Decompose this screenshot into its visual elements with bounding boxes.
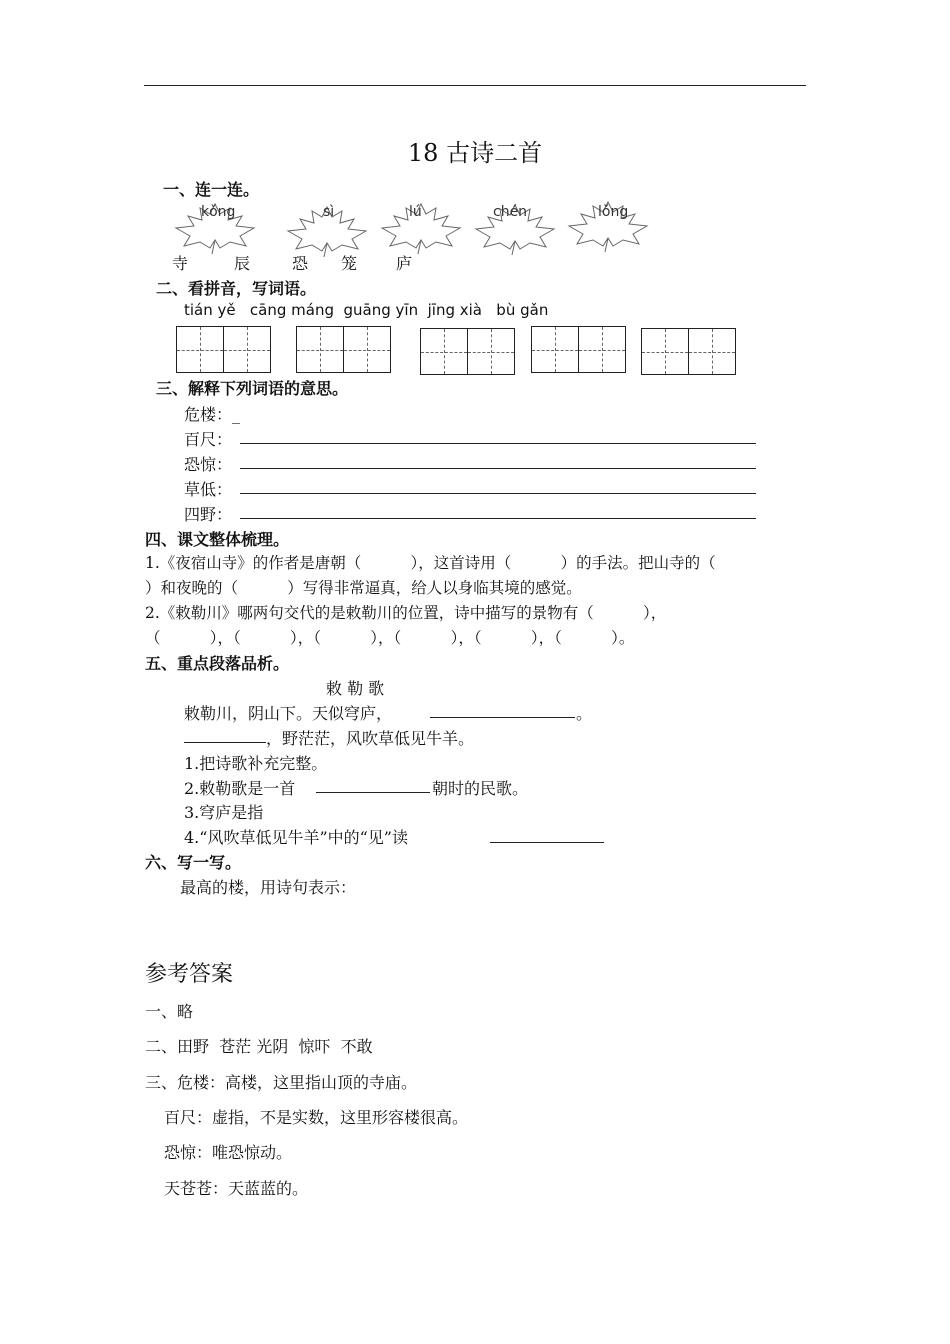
section-2-heading: 二、看拼音，写词语。 — [156, 279, 317, 298]
answer-line-text: 百尺：虚指，不是实数，这里形容楼很高。 — [164, 1108, 469, 1127]
summary-line: 1.《夜宿山寺》的作者是唐朝（ ），这首诗用（ ）的手法。把山寺的（ — [145, 554, 716, 572]
answers-heading: 参考答案 — [145, 962, 234, 987]
match-char: 庐 — [396, 254, 413, 273]
blank-line[interactable] — [430, 717, 575, 718]
poem-line-1-end: 。 — [576, 704, 593, 723]
answer-line[interactable] — [240, 468, 756, 469]
section-4-heading: 四、课文整体梳理。 — [145, 530, 290, 549]
writing-grid[interactable] — [531, 326, 626, 373]
answer-line[interactable] — [240, 493, 756, 494]
question-2: 2.敕勒歌是一首 — [184, 779, 296, 798]
blank-line[interactable] — [184, 742, 266, 743]
section-3-heading: 三、解释下列词语的意思。 — [156, 379, 349, 398]
term-label: 四野： — [184, 505, 233, 524]
page-title: 18 古诗二首 — [407, 139, 543, 167]
answer-line-text: 一、略 — [145, 1002, 194, 1021]
leaf-pinyin: chén — [493, 204, 528, 220]
write-prompt: 最高的楼，用诗句表示： — [180, 878, 357, 897]
match-char: 寺 — [172, 254, 189, 273]
section-1-heading: 一、连一连。 — [163, 180, 260, 199]
answer-line-text: 天苍苍：天蓝蓝的。 — [164, 1179, 309, 1198]
poem-line-1: 敕勒川，阴山下。天似穹庐， — [184, 704, 393, 723]
question-3: 3.穹庐是指 — [184, 803, 264, 822]
match-char: 笼 — [341, 254, 358, 273]
leaf-pinyin: sì — [323, 204, 335, 220]
answer-line-text: 三、危楼：高楼，这里指山顶的寺庙。 — [145, 1073, 418, 1092]
term-label: 恐惊： — [184, 455, 233, 474]
blank-line[interactable] — [316, 792, 430, 793]
match-char: 辰 — [234, 254, 251, 273]
summary-line: （ ），（ ），（ ），（ ），（ ），（ ）。 — [145, 629, 635, 647]
leaf-pinyin: lǒng — [598, 204, 629, 220]
question-4: 4.“风吹草低见牛羊”中的“见”读 — [184, 828, 408, 847]
pinyin-prompts: tián yě cāng máng guāng yīn jīng xià bù gǎn — [184, 301, 549, 319]
section-6-heading: 六、写一写。 — [145, 853, 242, 872]
top-rule — [144, 85, 806, 86]
question-2-end: 朝时的民歌。 — [432, 779, 529, 798]
answer-line[interactable] — [240, 518, 756, 519]
section-5-heading: 五、重点段落品析。 — [145, 654, 290, 673]
summary-line: 2.《敕勒川》哪两句交代的是敕勒川的位置，诗中描写的景物有（ ）， — [145, 604, 667, 622]
writing-grid[interactable] — [296, 326, 391, 373]
poem-title: 敕 勒 歌 — [326, 679, 385, 698]
leaf-pinyin: kǒng — [201, 204, 236, 220]
answer-line[interactable] — [240, 443, 756, 444]
answer-line-text: 恐惊：唯恐惊动。 — [164, 1143, 293, 1162]
writing-grid[interactable] — [420, 328, 515, 375]
match-char: 恐 — [292, 254, 309, 273]
poem-line-2: ，野茫茫，风吹草低见牛羊。 — [266, 729, 475, 748]
term-label: 草低： — [184, 480, 233, 499]
leaf-pinyin: lú — [409, 204, 422, 220]
summary-line: ）和夜晚的（ ）写得非常逼真，给人以身临其境的感觉。 — [145, 579, 582, 597]
term-label: 百尺： — [184, 430, 233, 449]
blank-line[interactable] — [490, 842, 604, 843]
term-label: 危楼：_ — [184, 405, 241, 424]
writing-grid[interactable] — [176, 326, 271, 373]
question-1: 1.把诗歌补充完整。 — [184, 754, 328, 773]
answer-line-text: 二、田野 苍茫 光阴 惊吓 不敢 — [145, 1037, 373, 1056]
writing-grid[interactable] — [641, 328, 736, 375]
